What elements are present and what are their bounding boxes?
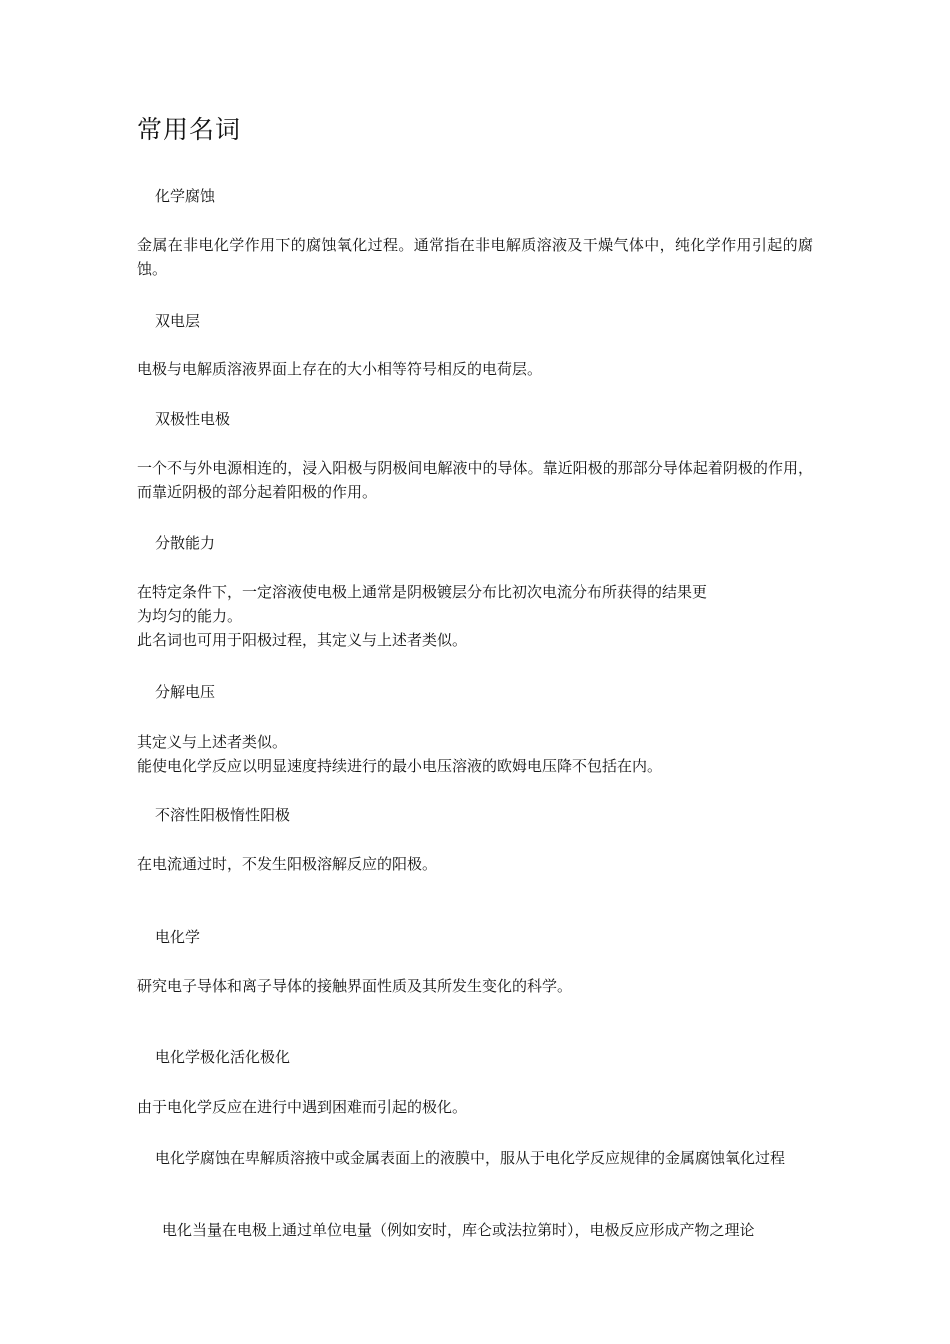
definition-line: 能使电化学反应以明显速度持续进行的最小电压溶液的欧姆电压降不包括在内。 [137,757,663,775]
term-heading: 双极性电极 [155,410,231,428]
term-heading: 电化学极化活化极化 [155,1048,291,1066]
term-definition [137,974,813,998]
definition-line: 在特定条件下，一定溶液使电极上通常是阴极镀层分布比初次电流分布所获得的结果更 [137,583,708,601]
term-definition [137,456,813,504]
term-definition [137,1095,813,1119]
term-heading: 电化学 [155,928,201,946]
paragraph-text: 电化学腐蚀在卑解质溶掖中或金属表面上的液膜中，服从于电化学反应规律的金属腐蚀氧化过程 [155,1149,786,1167]
term-heading: 分解电压 [155,683,216,701]
definition-line: 研究电子导体和离子导体的接触界面性质及其所发生变化的科学。 [137,977,573,995]
definition-line: 此名词也可用于阳极过程，其定义与上述者类似。 [137,631,468,649]
term-heading: 不溶性阳极惰性阳极 [155,806,291,824]
term-heading: 化学腐蚀 [155,187,216,205]
term-definition [137,730,813,778]
definition-line: 在电流通过时，不发生阳极溶解反应的阳极。 [137,855,438,873]
definition-line: 一个不与外电源相连的，浸入阳极与阴极间电解液中的导体。靠近阳极的那部分导体起着阴极的作用，而靠近阴极的部分起着阳极的作用。 [137,459,813,501]
term-heading: 分散能力 [155,534,216,552]
run-in-paragraph-electrochemical-corrosion [137,1146,813,1170]
definition-line: 由于电化学反应在进行中遇到困难而引起的极化。 [137,1098,468,1116]
term-definition [137,233,813,281]
definition-line: 金属在非电化学作用下的腐蚀氧化过程。通常指在非电解质溶液及干燥气体中，纯化学作用引起的腐蚀。 [137,236,813,278]
paragraph-text: 电化当量在电极上通过单位电量（例如安时，库仑或法拉第时），电极反应形成产物之理论 [162,1221,755,1239]
term-definition [137,357,813,381]
run-in-paragraph-electrochemical-equivalent [162,1218,813,1242]
term-definition [137,852,813,876]
term-heading: 双电层 [155,312,201,330]
definition-line: 为均匀的能力。 [137,607,243,625]
definition-line: 电极与电解质溶液界面上存在的大小相等符号相反的电荷层。 [137,360,543,378]
term-definition [137,580,813,652]
page-title: 常用名词 [137,115,242,144]
definition-line: 其定义与上述者类似。 [137,733,288,751]
